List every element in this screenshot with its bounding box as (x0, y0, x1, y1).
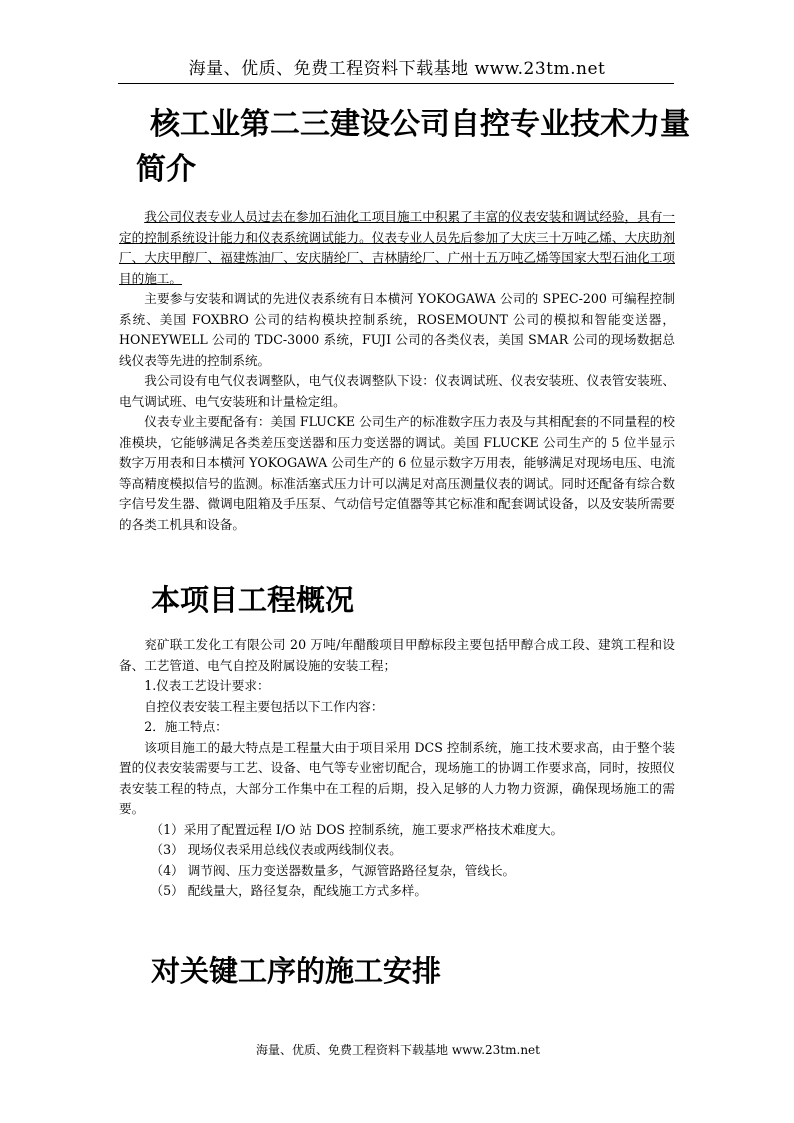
list-item: （1）采用了配置远程 I/O 站 DOS 控制系统，施工要求严格技术难度大。 (150, 821, 564, 837)
document-title: 核工业第二三建设公司自控专业技术力量简介 (136, 107, 690, 187)
paragraph-systems: 主要参与安装和调试的先进仪表系统有日本横河 YOKOGAWA 公司的 SPEC-200 可编程控制系统、美国 FOXBRO 公司的结构模块控制系统，ROSEMOUNT 公司的模拟和智能变送器，HONEYWELL 公司的 TDC-3000 系统，FUJI 公司的各类仪表，美国 SMAR 公司的现场数据总线仪表等先进的控制系统。 (119, 291, 675, 368)
header-divider (118, 83, 674, 84)
section3-heading: 对关键工序的施工安排 (151, 954, 442, 988)
list-item: （4） 调节阀、压力变送器数量多，气源管路路径复杂，管线长。 (150, 862, 516, 878)
section2-heading: 本项目工程概况 (151, 583, 355, 617)
list-item: （5） 配线量大，路径复杂，配线施工方式多样。 (150, 883, 427, 898)
item-construction-features: 2．施工特点： (144, 719, 228, 734)
paragraph-experience: 我公司仪表专业人员过去在参加石油化工项目施工中积累了丰富的仪表安装和调试经验，具有一定的控制系统设计能力和仪表系统调试能力。仪表专业人员先后参加了大庆三十万吨乙烯、大庆助剂厂、大庆甲醇厂、福建炼油厂、安庆腈纶厂、吉林腈纶厂、广州十五万吨乙烯等国家大型石油化工项目的施工。 (119, 209, 675, 286)
section2-body (119, 635, 675, 902)
list-item: （3） 现场仪表采用总线仪表或两线制仪表。 (150, 842, 402, 857)
paragraph-team: 我公司设有电气仪表调整队，电气仪表调整队下设：仪表调试班、仪表安装班、仪表管安装班、电气调试班、电气安装班和计量检定组。 (119, 373, 675, 409)
item-design-requirements-text: 自控仪表安装工程主要包括以下工作内容： (144, 698, 384, 714)
paragraph-equipment: 仪表专业主要配备有：美国 FLUCKE 公司生产的标准数字压力表及与其相配套的不同量程的校准模块，它能够满足各类差压变送器和压力变送器的调试。美国 FLUCKE 公司生产的 5 位半显示数字万用表和日本横河 YOKOGAWA 公司生产的 6 位显示数字万用表，能够满足对现场电压、电流等高精度模拟信号的监测。标准活塞式压力计可以满足对高压测量仪表的调试。同时还配备有综合数字信号发生器、微调电阻箱及手压泵、气动信号定值器等其它标准和配套调试设备，以及安装所需要的各类工机具和设备。 (119, 414, 675, 532)
section1-body (119, 207, 675, 535)
paragraph-project-intro: 兖矿联工发化工有限公司 20 万吨/年醋酸项目甲醇标段主要包括甲醇合成工段、建筑工程和设备、工艺管道、电气自控及附属设施的安装工程； (119, 637, 675, 673)
page-footer: 海量、优质、免费工程资料下载基地 www.23tm.net (256, 1043, 540, 1057)
page-header: 海量、优质、免费工程资料下载基地 www.23tm.net (188, 59, 606, 79)
paragraph-construction-features: 该项目施工的最大特点是工程量大由于项目采用 DCS 控制系统，施工技术要求高，由于整个装置的仪表安装需要与工艺、设备、电气等专业密切配合，现场施工的协调工作要求高，同时，按照仪表安装工程的特点，大部分工作集中在工程的后期，投入足够的人力物力资源，确保现场施工的需要。 (119, 739, 675, 816)
item-design-requirements: 1.仪表工艺设计要求： (144, 678, 270, 693)
